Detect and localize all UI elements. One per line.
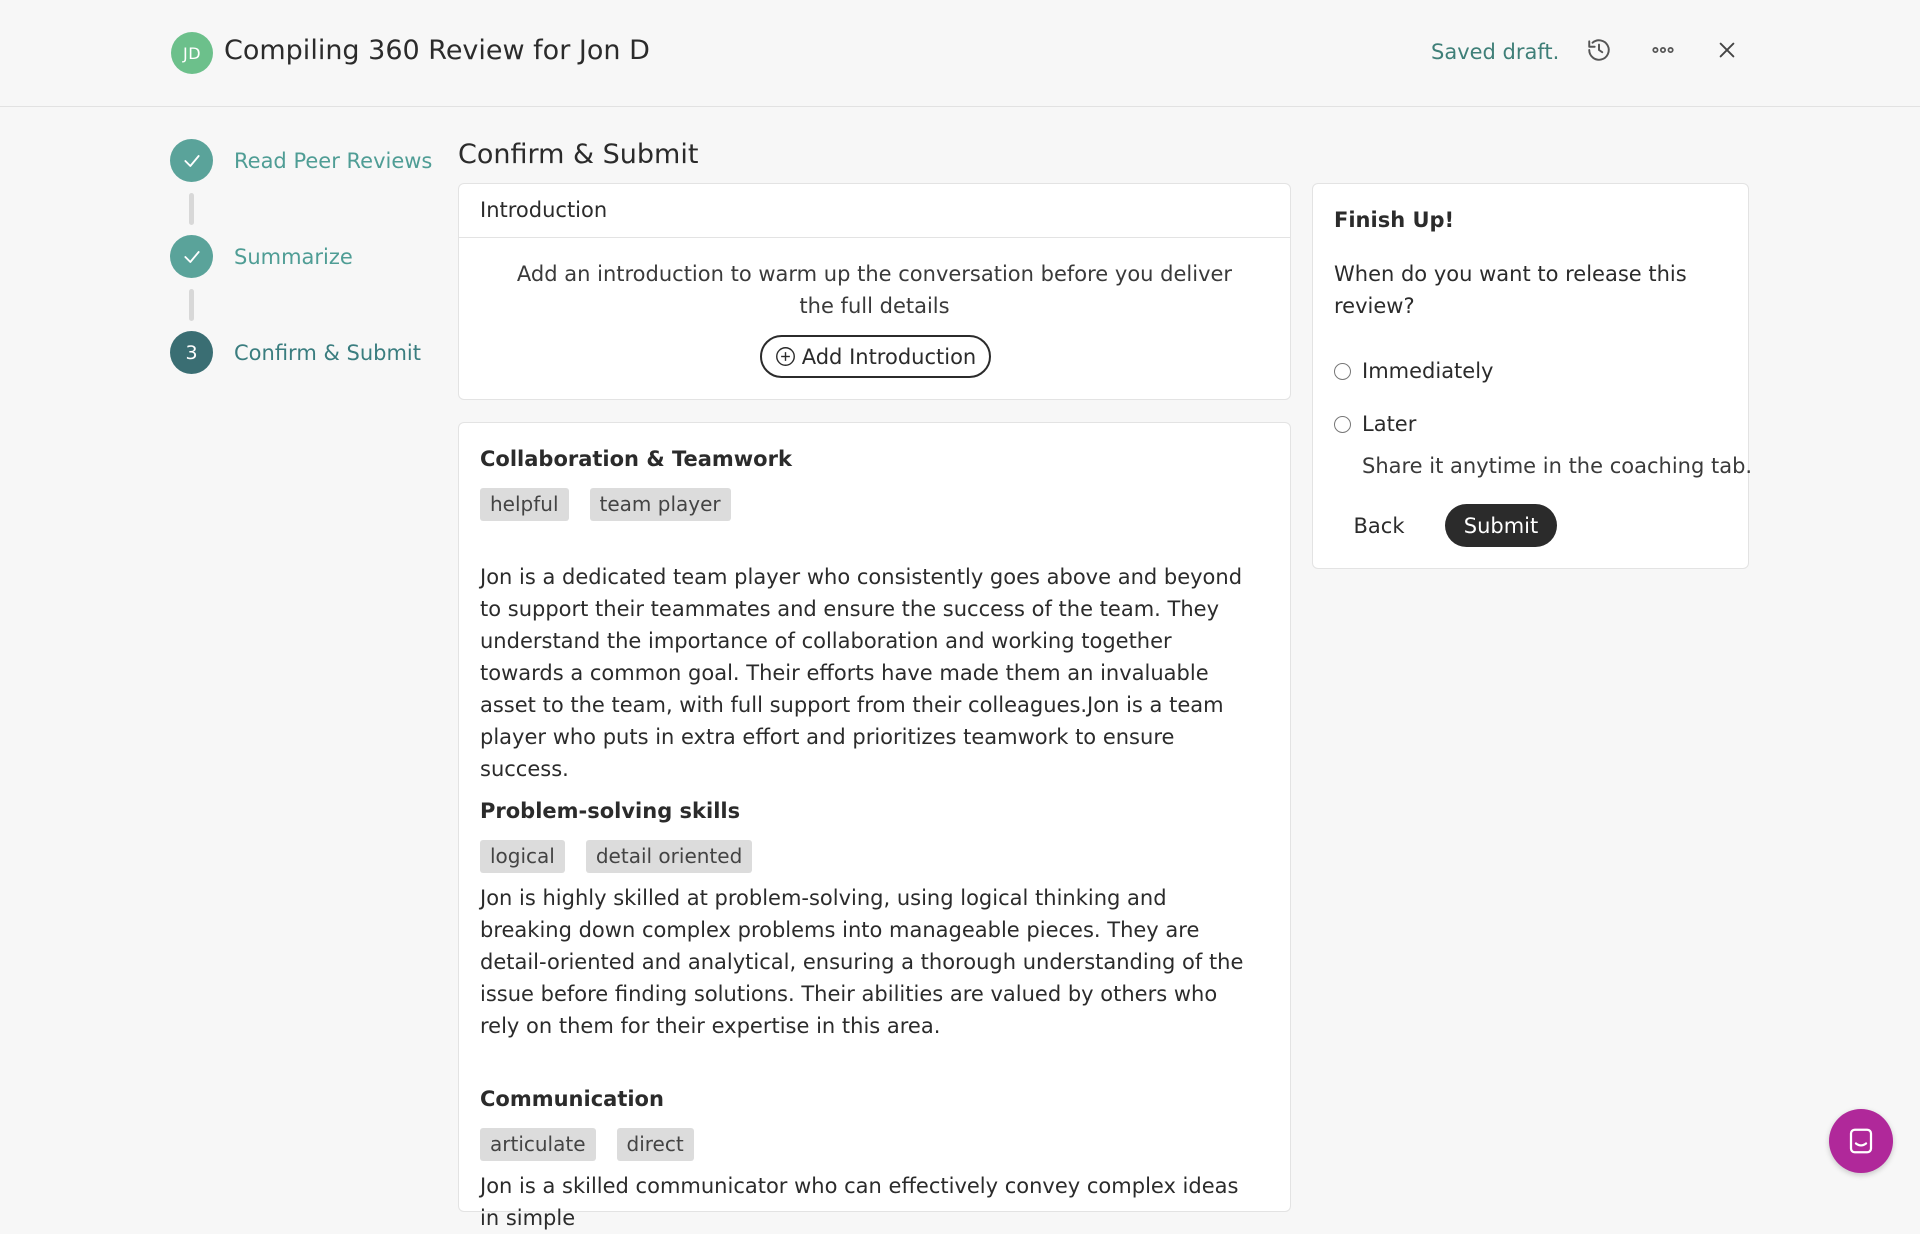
step-label: Confirm & Submit — [234, 340, 421, 365]
category-text: Jon is a dedicated team player who consistently goes above and beyond to support their teammates and ensure the success of the team. They understand the importance of collaboration and working together towards a common goal. Their efforts have made them an invaluable asset to the team, with full support from their colleagues.Jon is a team player who puts in extra effort and prioritizes teamwork to ensure success. — [480, 565, 1243, 781]
category-text: Jon is highly skilled at problem-solving, using logical thinking and breaking down complex problems into manageable pieces. They are detail-oriented and analytical, ensuring a thorough understanding of the issue before finding solutions. Their abilities are valued by others who rely on them for their expertise in this area. — [480, 886, 1244, 1038]
check-icon — [170, 235, 213, 278]
radio-button[interactable] — [1334, 363, 1351, 380]
introduction-prompt: Add an introduction to warm up the conversation before you deliver the full details — [516, 262, 1233, 318]
radio-label: Immediately — [1362, 359, 1494, 383]
category-title: Collaboration & Teamwork — [480, 447, 792, 471]
introduction-header: Introduction — [459, 184, 1290, 238]
step-read-peer-reviews[interactable] — [170, 139, 432, 182]
tag-list — [480, 840, 752, 873]
chat-launcher-button[interactable] — [1829, 1109, 1893, 1173]
step-number: 3 — [170, 331, 213, 374]
add-introduction-label: Add Introduction — [801, 344, 977, 369]
step-connector — [189, 289, 194, 321]
introduction-card — [458, 183, 1291, 400]
add-introduction-button[interactable] — [760, 335, 991, 378]
step-confirm-submit[interactable] — [170, 331, 421, 374]
release-question: When do you want to release this review? — [1334, 262, 1687, 318]
tag: detail oriented — [586, 840, 752, 873]
avatar: JD — [171, 32, 213, 74]
save-status-text: Saved draft. — [1431, 40, 1560, 64]
plus-circle-icon — [775, 346, 796, 367]
top-bar — [0, 0, 1920, 107]
step-label: Summarize — [234, 244, 353, 269]
radio-button[interactable] — [1334, 416, 1351, 433]
step-summarize[interactable] — [170, 235, 353, 278]
radio-immediately[interactable] — [1334, 359, 1493, 383]
tag-list — [480, 1128, 694, 1161]
category-title: Problem-solving skills — [480, 799, 741, 823]
review-content-card — [458, 422, 1291, 1230]
tag: articulate — [480, 1128, 596, 1161]
chat-icon — [1846, 1126, 1876, 1156]
category-text: Jon is a skilled communicator who can effectively convey complex ideas in simple — [480, 1174, 1239, 1230]
tag: helpful — [480, 488, 569, 521]
section-title: Confirm & Submit — [458, 139, 699, 170]
close-icon[interactable] — [1713, 36, 1741, 64]
tag-list — [480, 488, 731, 521]
step-connector — [189, 193, 194, 225]
submit-button[interactable]: Submit — [1445, 504, 1557, 547]
history-icon[interactable] — [1585, 36, 1613, 64]
radio-later[interactable] — [1334, 412, 1416, 436]
radio-label: Later — [1362, 412, 1417, 436]
check-icon — [170, 139, 213, 182]
step-label: Read Peer Reviews — [234, 148, 433, 173]
page-title: Compiling 360 Review for Jon D — [224, 35, 650, 66]
category-title: Communication — [480, 1087, 664, 1111]
finish-up-card — [1312, 183, 1753, 569]
tag: team player — [590, 488, 731, 521]
back-button[interactable]: Back — [1334, 504, 1424, 547]
tag: direct — [617, 1128, 694, 1161]
more-icon[interactable] — [1649, 36, 1677, 64]
later-hint: Share it anytime in the coaching tab. — [1362, 454, 1753, 478]
tag: logical — [480, 840, 565, 873]
finish-title: Finish Up! — [1334, 208, 1455, 232]
